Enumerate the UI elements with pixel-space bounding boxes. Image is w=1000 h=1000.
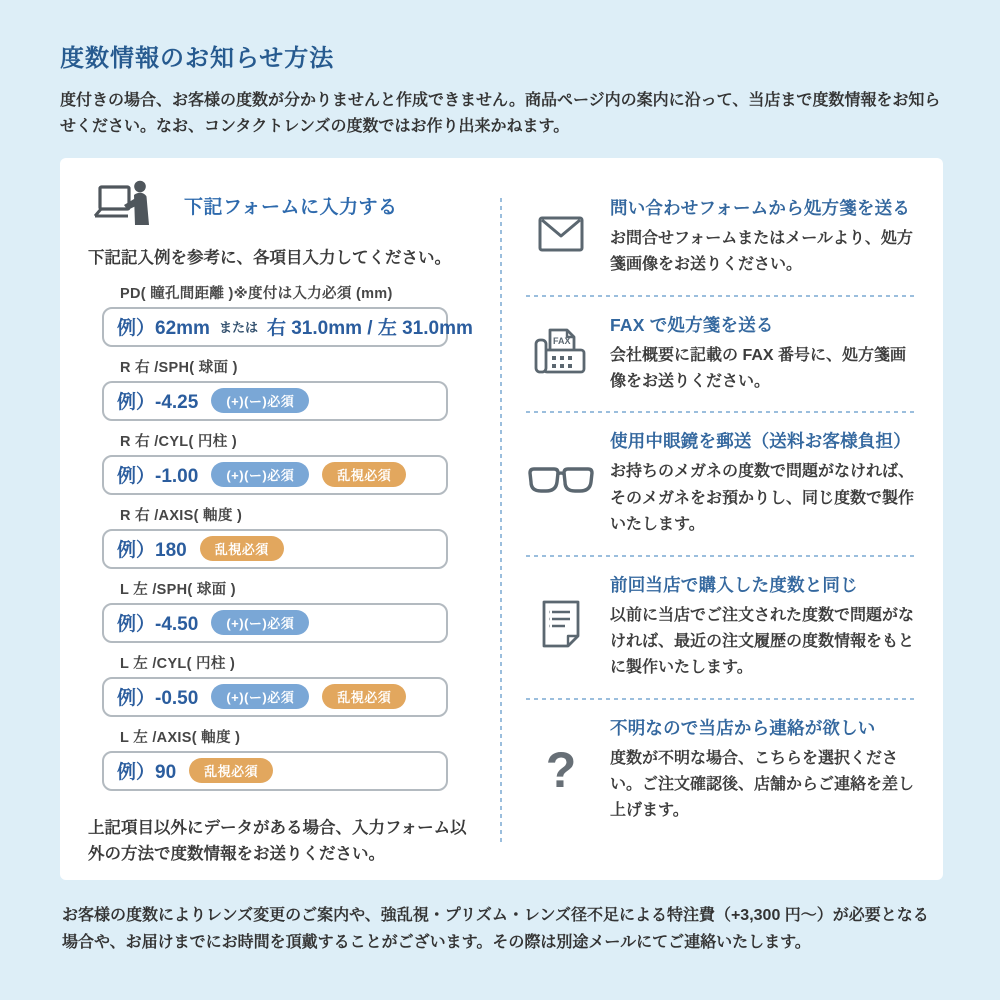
- method-title: FAX で処方箋を送る: [610, 314, 774, 335]
- method-item: [526, 700, 915, 841]
- badge-plus-minus: (+)(ー)必須: [211, 388, 309, 413]
- method-title: 前回当店で購入した度数と同じ: [610, 574, 858, 595]
- field-label: PD( 瞳孔間距離 )※度付は入力必須 (mm): [120, 285, 393, 302]
- method-item: [526, 557, 915, 698]
- presenter-icon: [94, 214, 152, 231]
- question-icon: ?: [545, 741, 577, 798]
- field-label: L 左 /CYL( 円柱 ): [120, 655, 236, 672]
- method-body: お持ちのメガネの度数で問題がなければ、そのメガネをお預かりし、同じ度数で製作いたします。: [610, 463, 915, 534]
- method-item: [526, 297, 915, 412]
- field-example-box: [102, 529, 448, 569]
- field-example-box: [102, 455, 448, 495]
- page-intro: 度付きの場合、お客様の度数が分かりませんと作成できません。商品ページ内の案内に沿って、当店まで度数情報をお知らせください。なお、コンタクトレンズの度数ではお作り出来かねます。: [60, 92, 941, 136]
- form-field: [102, 356, 448, 421]
- method-text: [610, 572, 915, 682]
- field-label: R 右 /SPH( 球面 ): [120, 359, 238, 376]
- svg-text:FAX: FAX: [553, 335, 571, 346]
- document-icon: [540, 599, 582, 654]
- field-example-box: [102, 381, 448, 421]
- form-column: [88, 180, 500, 864]
- form-column-title: 下記フォームに入力する: [184, 197, 398, 219]
- method-text: [610, 312, 915, 396]
- mail-icon-slot: [526, 216, 596, 257]
- badge-astigmatism: 乱視必須: [189, 758, 273, 783]
- fax-icon-slot: [526, 326, 596, 381]
- method-item: [526, 413, 915, 554]
- field-example-value: 例）-0.50: [117, 688, 199, 710]
- methods-column: [502, 180, 943, 858]
- badge-astigmatism: 乱視必須: [200, 536, 284, 561]
- form-field: [102, 652, 448, 717]
- badge-astigmatism: 乱視必須: [322, 462, 406, 487]
- glasses-icon: [528, 466, 594, 501]
- method-text: [610, 195, 915, 279]
- prescription-info-card: [60, 158, 943, 880]
- method-title: 使用中眼鏡を郵送（送料お客様負担）: [610, 431, 911, 452]
- form-field: [102, 726, 448, 791]
- badge-plus-minus: (+)(ー)必須: [211, 462, 309, 487]
- field-label: L 左 /AXIS( 軸度 ): [120, 729, 241, 746]
- form-intro: 下記記入例を参考に、各項目入力してください。: [88, 248, 451, 267]
- field-label: L 左 /SPH( 球面 ): [120, 581, 236, 598]
- field-label: R 右 /AXIS( 軸度 ): [120, 507, 243, 524]
- method-body: 会社概要に記載の FAX 番号に、処方箋画像をお送りください。: [610, 346, 907, 390]
- field-example-box: [102, 603, 448, 643]
- form-field: [102, 282, 473, 347]
- field-example-box: [102, 677, 448, 717]
- field-example-value: 例）180: [117, 540, 187, 562]
- document-icon-slot: [526, 599, 596, 654]
- field-example-box: [102, 307, 473, 347]
- badge-astigmatism: 乱視必須: [322, 684, 406, 709]
- method-item: [526, 180, 915, 295]
- form-fields: [88, 282, 482, 791]
- presenter-icon-slot: [94, 179, 152, 232]
- fax-icon: [533, 326, 589, 381]
- page-title: 度数情報のお知らせ方法: [60, 45, 335, 72]
- method-title: 不明なので当店から連絡が欲しい: [610, 717, 876, 738]
- method-text: [610, 428, 915, 538]
- field-example-box: [102, 751, 448, 791]
- question-icon-slot: [526, 741, 596, 798]
- method-body: 以前に当店でご注文された度数で問題がなければ、最近の注文履歴の度数情報をもとに製作いたします。: [610, 606, 915, 677]
- field-example-value: 例）-4.50: [117, 614, 199, 636]
- method-body: 度数が不明な場合、こちらを選択ください。ご注文確認後、店舗からご連絡を差し上げます。: [610, 749, 915, 820]
- field-example-value: 例）90: [117, 762, 177, 784]
- field-example-value: 例）-4.25: [117, 392, 199, 414]
- mail-icon: [538, 216, 584, 257]
- glasses-icon-slot: [526, 466, 596, 501]
- badge-plus-minus: (+)(ー)必須: [211, 610, 309, 635]
- badge-plus-minus: (+)(ー)必須: [211, 684, 309, 709]
- form-field: [102, 578, 448, 643]
- field-example-connector: または: [218, 320, 258, 336]
- field-example-value-2: 右 31.0mm / 左 31.0mm: [266, 318, 473, 340]
- footer-note: お客様の度数によりレンズ変更のご案内や、強乱視・プリズム・レンズ径不足による特注費（+3,300 円〜）が必要となる場合や、お届けまでにお時間を頂戴することがございます。その際は別途メールにてご連絡いたします。: [62, 906, 929, 951]
- method-title: 問い合わせフォームから処方箋を送る: [610, 197, 911, 218]
- form-field: [102, 504, 448, 569]
- form-field: [102, 430, 448, 495]
- field-example-value: 例）62mm: [117, 318, 210, 340]
- form-note: 上記項目以外にデータがある場合、入力フォーム以外の方法で度数情報をお送りください。: [88, 818, 467, 864]
- form-column-header: [94, 180, 482, 232]
- method-text: [610, 715, 915, 825]
- field-label: R 右 /CYL( 円柱 ): [120, 433, 237, 450]
- method-body: お問合せフォームまたはメールより、処方箋画像をお送りください。: [610, 229, 913, 274]
- field-example-value: 例）-1.00: [117, 466, 199, 488]
